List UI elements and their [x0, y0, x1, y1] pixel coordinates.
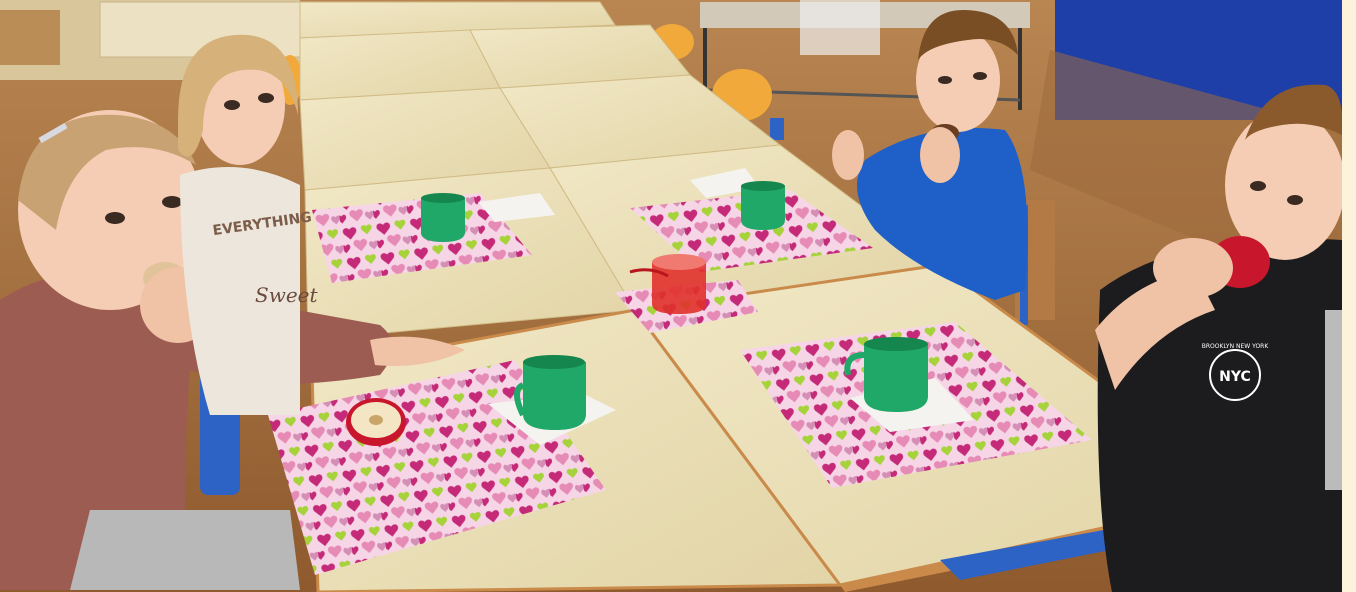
plastic-container: [800, 0, 880, 55]
green-cup: [517, 355, 586, 430]
green-cup: [421, 193, 465, 242]
frame-border: [1342, 0, 1356, 592]
sweatshirt-script: Sweet: [255, 283, 318, 307]
nyc-logo-ring-text: BROOKLYN NEW YORK: [1201, 343, 1269, 350]
apple-slice: [346, 398, 406, 446]
sweatshirt-print: EVERYTHING: [211, 209, 313, 240]
nyc-logo-initials: NYC: [1219, 369, 1251, 385]
green-cup: [741, 181, 785, 230]
